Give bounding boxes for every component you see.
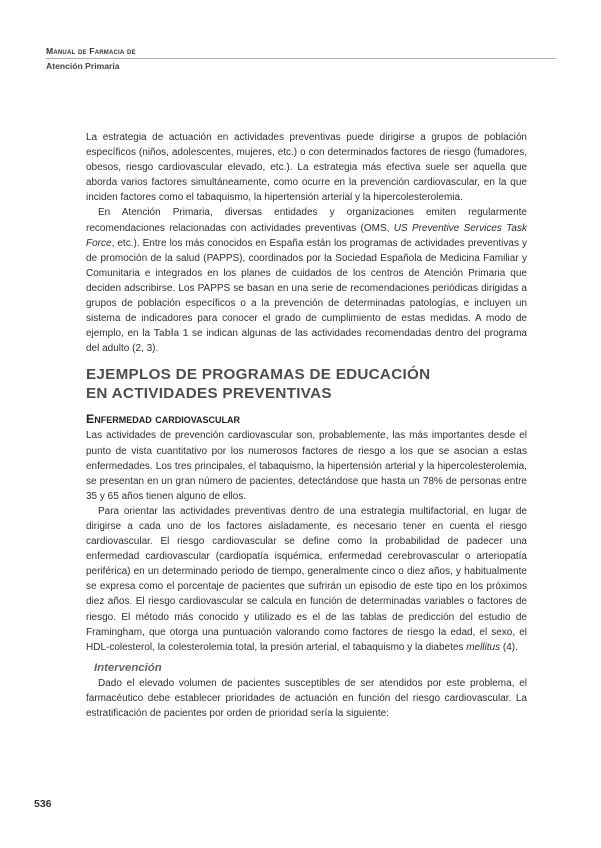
paragraph-cardiovascular-intro: Las actividades de prevención cardiovascular son, probablemente, las más importantes desde el punto de vista cuantitativo por los numerosos factores de riesgo a los que se asocian a estas enfermedades. Los tres principales, el tabaquismo, la hipertensión arterial y la hipercolesterolemia, se presentan en un gran número de pacientes, detectándose que hasta un 78% de personas entre 35 y 65 años tienen alguno de ellos. xyxy=(86,430,527,502)
paragraph-cardiovascular-risk xyxy=(86,504,527,655)
paragraph-primary-care-part2: , etc.). Entre los más conocidos en España están los programas de actividades preventivas y de promoción de la salud (PAPPS), coordinados por la Sociedad Española de Medicina Familiar y Comunitaria e integrados en los planes de cuidados de los centros de Atención Primaria que deciden adscribirse. Los PAPPS se basan en una serie de recomendaciones periódicas dirigidas a grupos de población específicos o a la prevención de determinadas patologías, e incluyen un sistema de indicadores para conocer el grado de cumplimiento de estas medidas. A modo de ejemplo, en la xyxy=(86,237,527,340)
subsection-heading-cardiovascular: Enfermedad cardiovascular xyxy=(86,412,241,427)
running-header xyxy=(46,46,556,72)
paragraph-primary-care xyxy=(86,205,527,356)
page-body xyxy=(86,130,527,721)
paragraph-cardiovascular-risk-italic: mellitus xyxy=(466,641,501,653)
header-book-title: Manual de Farmacia de xyxy=(46,46,136,56)
page-number: 536 xyxy=(34,798,52,810)
section-heading-line2: EN ACTIVIDADES PREVENTIVAS xyxy=(86,385,332,403)
header-section: Atención Primaria xyxy=(46,61,120,71)
paragraph-strategy: La estrategia de actuación en actividades preventivas puede dirigirse a grupos de población específicos (niños, adolescentes, mujeres, etc.) o con determinados factores de riesgo (fumadores, obesos, riesgo cardiovascular elevado, etc.). La estrategia más efectiva suele ser aquella que aborda varios factores simultáneamente, como ocurre en la prevención cardiovascular, en la que inciden factores como el tabaquismo, la hipertensión arterial y la hipercolesterolemia. xyxy=(86,132,527,204)
paragraph-primary-care-part3: se indican algunas de las actividades recomendadas dentro del programa del adulto (2, 3). xyxy=(86,328,527,355)
table-reference-link[interactable]: Tabla 1 xyxy=(153,328,189,340)
paragraph-primary-care-italic: US Preventive Services Task Force xyxy=(86,222,527,249)
paragraph-intervention: Dado el elevado volumen de pacientes susceptibles de ser atendidos por este problema, el farmacéutico debe establecer prioridades de actuación en función del riesgo cardiovascular. La estratificación de pacientes por orden de prioridad sería la siguiente: xyxy=(86,677,527,719)
paragraph-cardiovascular-risk-part1: Para orientar las actividades preventivas dentro de una estrategia multifactorial, en lugar de dirigirse a cada uno de los factores aisladamente, es necesario tener en cuenta el riesgo cardiovascular. El riesgo cardiovascular se define como la probabilidad de padecer una enfermedad cardiovascular (cardiopatía isquémica, enfermedad cerebrovascular o arteriopatía periférica) en un determinado periodo de tiempo, generalmente cinco o diez años, y habitualmente se expresa como el porcentaje de pacientes que sufrirán un episodio de este tipo en los próximos diez años. El riesgo cardiovascular se calcula en función de determinadas variables o factores de riesgo. El método más conocido y utilizado es el de las tablas de predicción del estudio de Framingham, que otorga una puntuación valorando como factores de riesgo la edad, el sexo, el HDL-colesterol, la colesterolemia total, la presión arterial, el tabaquismo y la diabetes xyxy=(86,505,527,653)
section-heading-line1: EJEMPLOS DE PROGRAMAS DE EDUCACIÓN xyxy=(86,366,431,384)
header-divider xyxy=(46,58,556,59)
paragraph-cardiovascular-risk-part2: (4). xyxy=(500,641,518,653)
section-heading xyxy=(86,365,527,403)
paragraph-primary-care-part1: En Atención Primaria, diversas entidades y organizaciones emiten regularmente recomendaciones relacionadas con actividades preventivas (OMS, xyxy=(86,207,527,234)
subsection-heading-intervention: Intervención xyxy=(94,661,162,674)
